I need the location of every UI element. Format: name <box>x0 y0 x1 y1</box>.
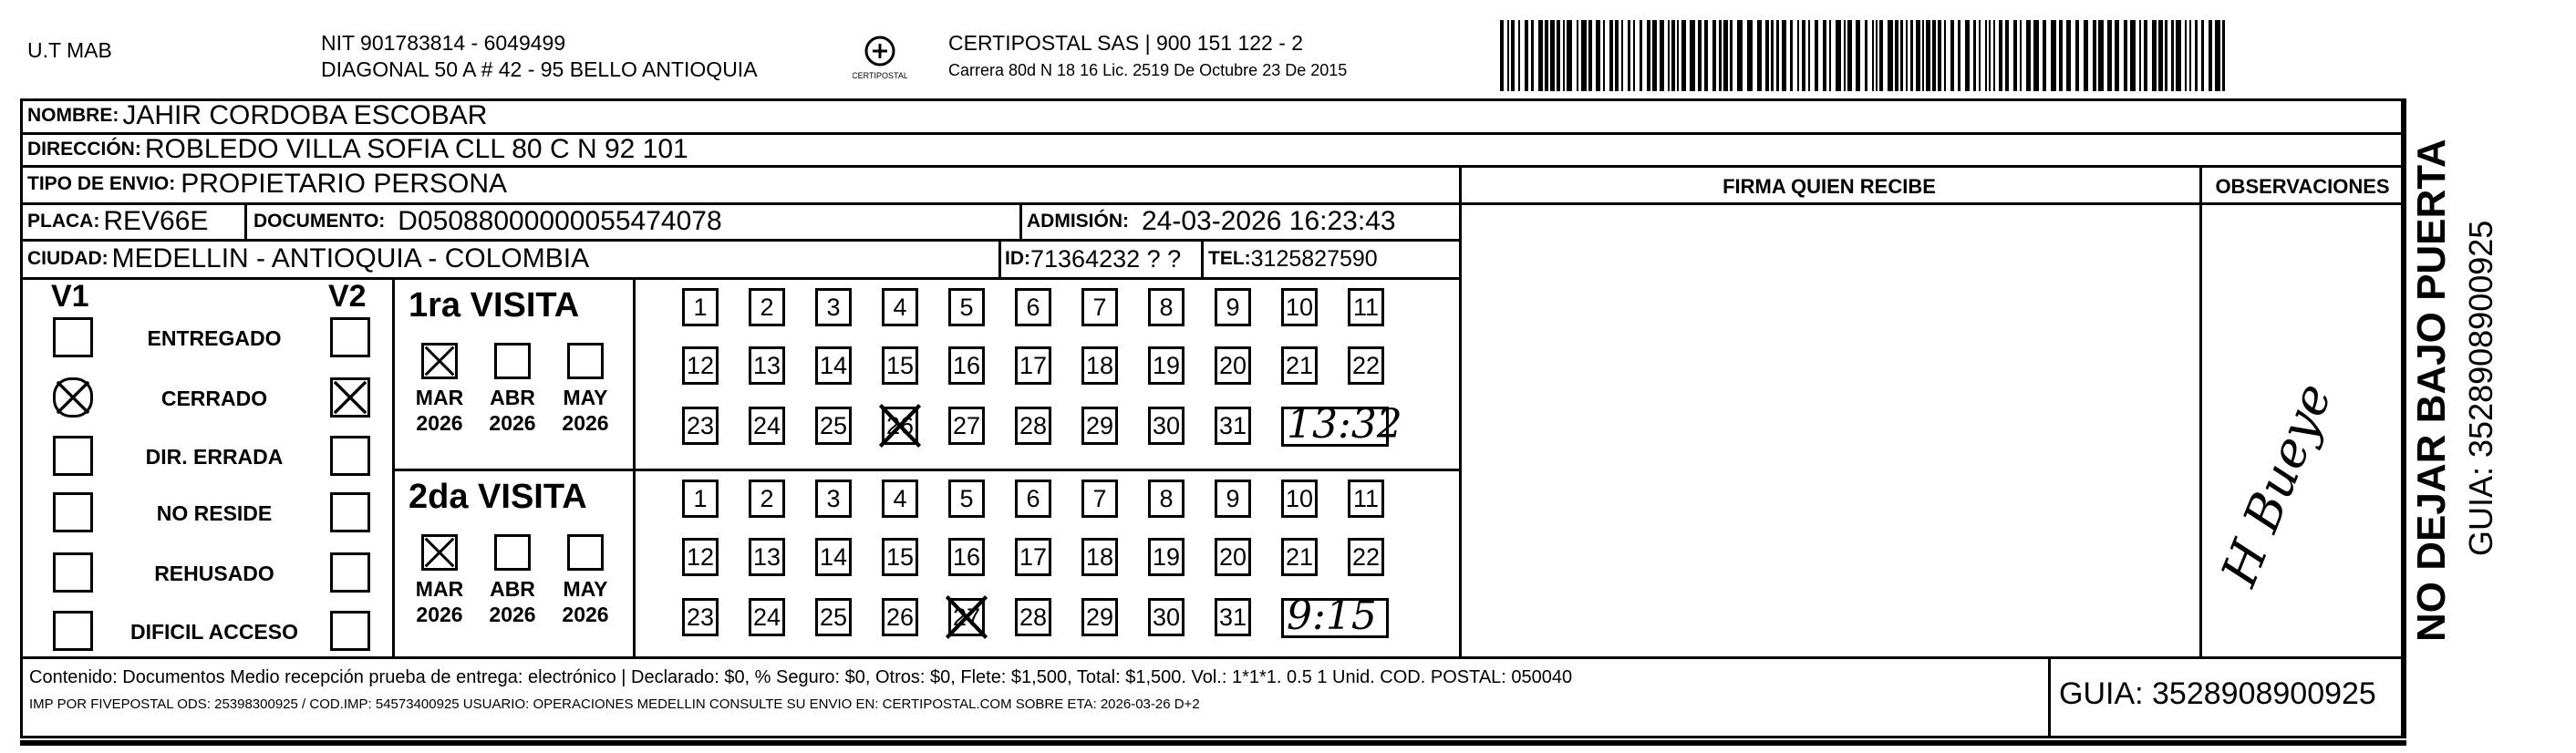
observaciones-signature: H Bueye <box>2209 375 2343 594</box>
barcode-bar <box>2115 20 2119 91</box>
documento-cell <box>253 202 722 241</box>
month-label <box>553 385 618 436</box>
bottom-edge <box>20 740 2406 746</box>
v2-checkbox[interactable] <box>330 377 370 418</box>
barcode-bar <box>2005 20 2009 91</box>
day-box[interactable]: 28 <box>1015 407 1051 445</box>
tipo-label: TIPO DE ENVIO: <box>27 173 176 194</box>
barcode-bar <box>1730 20 1733 91</box>
barcode-bar <box>2171 20 2174 91</box>
documento-label: DOCUMENTO: <box>253 211 386 232</box>
barcode-bar <box>1500 20 1504 91</box>
month-checkbox[interactable] <box>494 534 531 571</box>
logo-icon <box>853 33 907 84</box>
status-option-label: DIFICIL ACCESO <box>129 620 298 644</box>
barcode-bar <box>1782 20 1786 91</box>
month-year: 2026 <box>562 411 609 435</box>
barcode-bar <box>2144 20 2147 91</box>
barcode-bar <box>1999 20 2002 91</box>
day-mark <box>878 403 922 449</box>
barcode-bar <box>2107 20 2112 91</box>
day-mark <box>945 594 988 640</box>
barcode-bar <box>1668 20 1670 91</box>
footer-content: Contenido: Documentos Medio recepción prueba de entrega: electrónico | Declarado: $0, % Seguro: $0, Otros: $0, Flete: $1,500, Total: $1,500. Vol.: 1*1*1. 0.5 1 Unid. COD. POSTAL: 050040 <box>29 667 1573 687</box>
day-box[interactable]: 2 <box>749 288 785 326</box>
day-box[interactable]: 17 <box>1015 346 1051 385</box>
barcode-bar <box>1916 20 1920 91</box>
day-box[interactable]: 26 <box>882 407 918 445</box>
side-frame <box>2404 98 2406 738</box>
barcode-bar <box>2084 20 2088 91</box>
day-box[interactable]: 21 <box>1281 346 1318 385</box>
day-box[interactable]: 4 <box>882 480 918 518</box>
barcode-bar <box>2185 20 2187 91</box>
barcode-bar <box>2093 20 2096 91</box>
barcode-bar <box>1808 20 1810 91</box>
month-year: 2026 <box>562 603 609 626</box>
month-year: 2026 <box>416 411 463 435</box>
barcode-bar <box>1844 20 1846 91</box>
day-box[interactable]: 20 <box>1215 538 1251 576</box>
no-dejar-bajo-puerta: NO DEJAR BAJO PUERTA <box>2409 139 2454 642</box>
month-label <box>480 576 545 627</box>
barcode-bar <box>2158 20 2163 91</box>
month-checkbox[interactable] <box>567 534 604 571</box>
barcode-bar <box>1932 20 1936 91</box>
barcode-bar <box>1888 20 1893 91</box>
barcode-bar <box>1677 20 1679 91</box>
barcode-bar <box>1615 20 1619 91</box>
barcode-bar <box>1719 20 1722 91</box>
ciudad-cell <box>27 239 589 279</box>
day-box[interactable]: 1 <box>682 480 719 518</box>
day-box[interactable]: 12 <box>682 346 719 385</box>
day-box[interactable]: 16 <box>948 538 985 576</box>
visit-title: 1ra VISITA <box>409 286 580 325</box>
day-box[interactable]: 18 <box>1081 346 1118 385</box>
barcode-bar <box>1581 20 1587 91</box>
day-box[interactable]: 25 <box>815 407 852 445</box>
company-name: CERTIPOSTAL SAS | 900 151 122 - 2 <box>948 31 1304 55</box>
day-box[interactable]: 10 <box>1281 480 1318 518</box>
barcode-bar <box>2189 20 2191 91</box>
barcode-bar <box>1567 20 1572 91</box>
barcode-bar <box>1938 20 1941 91</box>
barcode-bar <box>1507 20 1509 91</box>
barcode-bar <box>2124 20 2127 91</box>
barcode-bar <box>1633 20 1635 91</box>
tel-cell <box>1208 239 1378 279</box>
barcode-bar <box>1621 20 1623 91</box>
firma-header: FIRMA QUIEN RECIBE <box>1723 175 1936 198</box>
visit-title: 2da VISITA <box>409 478 587 516</box>
barcode-bar <box>1865 20 1867 91</box>
direccion-value: ROBLEDO VILLA SOFIA CLL 80 C N 92 101 <box>144 134 688 164</box>
status-option-label: REHUSADO <box>154 562 274 585</box>
barcode-bar <box>2176 20 2181 91</box>
v2-checkbox[interactable] <box>330 611 370 651</box>
visit-time: 13:32 <box>1287 401 1402 448</box>
nit-text: NIT 901783814 - 6049499 <box>321 31 566 55</box>
barcode-bar <box>1790 20 1793 91</box>
barcode-bar <box>1545 20 1548 91</box>
month-checkbox[interactable] <box>421 343 458 379</box>
day-box[interactable]: 2 <box>749 480 785 518</box>
admision-value: 24-03-2026 16:23:43 <box>1142 206 1396 236</box>
barcode-bar <box>1609 20 1613 91</box>
v1-checkbox[interactable] <box>53 436 93 476</box>
barcode-bar <box>1906 20 1908 91</box>
barcode-bar <box>2020 20 2022 91</box>
barcode-bar <box>2075 20 2079 91</box>
day-box[interactable]: 23 <box>682 598 719 636</box>
day-box[interactable]: 13 <box>749 538 785 576</box>
barcode-bar <box>1926 20 1930 91</box>
barcode-bar <box>1681 20 1686 91</box>
status-option-label: CERRADO <box>160 387 268 410</box>
day-box[interactable]: 3 <box>815 480 852 518</box>
day-box[interactable]: 30 <box>1148 598 1185 636</box>
barcode-bar <box>1603 20 1605 91</box>
ut-label: U.T MAB <box>27 38 112 62</box>
v1-checkbox[interactable] <box>53 377 93 418</box>
barcode-bar <box>1698 20 1702 91</box>
day-box[interactable]: 24 <box>749 598 785 636</box>
status-option-label: DIR. ERRADA <box>145 445 284 469</box>
barcode-bar <box>1660 20 1664 91</box>
month-label <box>407 576 472 627</box>
day-box[interactable]: 6 <box>1015 480 1051 518</box>
barcode-bar <box>2130 20 2136 91</box>
day-box[interactable]: 27 <box>948 598 985 636</box>
barcode-bar <box>1944 20 1946 91</box>
direccion-row <box>27 132 688 167</box>
day-box[interactable]: 26 <box>882 598 918 636</box>
barcode-bar <box>1776 20 1779 91</box>
month-label <box>407 385 472 436</box>
barcode-bar <box>1950 20 1954 91</box>
documento-value: D05088000000055474078 <box>398 206 722 236</box>
day-box[interactable]: 1 <box>682 288 719 326</box>
month-label <box>553 576 618 627</box>
barcode-bar <box>2066 20 2071 91</box>
direccion-label: DIRECCIÓN: <box>27 139 141 160</box>
barcode-bar <box>1979 20 1981 91</box>
day-box[interactable]: 10 <box>1281 288 1318 326</box>
barcode-bar <box>1550 20 1555 91</box>
barcode-bar <box>1815 20 1818 91</box>
day-box[interactable]: 17 <box>1015 538 1051 576</box>
day-box[interactable]: 7 <box>1081 288 1118 326</box>
placa-label: PLACA: <box>27 211 100 232</box>
barcode-bar <box>1563 20 1565 91</box>
barcode-bar <box>1647 20 1650 91</box>
v2-checkbox[interactable] <box>330 552 370 593</box>
barcode-bar <box>2033 20 2039 91</box>
barcode-bar <box>2152 20 2157 91</box>
day-box[interactable]: 22 <box>1348 346 1384 385</box>
certipostal-logo <box>853 33 907 84</box>
month-name: MAR <box>415 386 464 409</box>
day-box[interactable]: 20 <box>1215 346 1251 385</box>
day-box[interactable]: 19 <box>1148 346 1185 385</box>
admision-cell <box>1027 202 1396 241</box>
barcode-bar <box>2195 20 2198 91</box>
day-box[interactable]: 5 <box>948 288 985 326</box>
day-box[interactable]: 21 <box>1281 538 1318 576</box>
day-box[interactable]: 19 <box>1148 538 1185 576</box>
v2-checkbox[interactable] <box>330 492 370 532</box>
month-name: MAY <box>563 577 608 601</box>
barcode-bar <box>1797 20 1799 91</box>
day-box[interactable]: 11 <box>1348 480 1384 518</box>
month-checkbox[interactable] <box>494 343 531 379</box>
side-guia: GUIA: 3528908900925 <box>2462 220 2499 556</box>
barcode-bar <box>1640 20 1642 91</box>
id-cell <box>1005 239 1181 279</box>
barcode-bar <box>1922 20 1924 91</box>
v1-checkbox[interactable] <box>53 611 93 651</box>
month-checkbox[interactable] <box>421 534 458 571</box>
barcode-bar <box>1856 20 1860 91</box>
footer-print-info: IMP POR FIVEPOSTAL ODS: 25398300925 / COD.IMP: 54573400925 USUARIO: OPERACIONES MEDELLIN CONSULTE SU ENVIO EN: CERTIPOSTAL.COM SOBRE ETA: 2026-03-26 D+2 <box>29 696 1200 712</box>
barcode-bar <box>2059 20 2063 91</box>
day-box[interactable]: 15 <box>882 346 918 385</box>
barcode-bar <box>1879 20 1883 91</box>
barcode-bar <box>1847 20 1852 91</box>
month-name: MAY <box>563 386 608 409</box>
barcode-bar <box>2098 20 2104 91</box>
day-box[interactable]: 31 <box>1215 598 1251 636</box>
status-option-label: ENTREGADO <box>147 326 282 350</box>
barcode-bar <box>2051 20 2056 91</box>
nombre-value: JAHIR CORDOBA ESCOBAR <box>122 100 488 130</box>
day-box[interactable]: 3 <box>815 288 852 326</box>
day-box[interactable]: 29 <box>1081 598 1118 636</box>
placa-value: REV66E <box>103 206 209 236</box>
barcode-bar <box>1577 20 1578 91</box>
day-box[interactable]: 18 <box>1081 538 1118 576</box>
month-checkbox[interactable] <box>567 343 604 379</box>
barcode-bar <box>1895 20 1898 91</box>
status-option-label: NO RESIDE <box>156 501 273 525</box>
barcode-bar <box>1836 20 1841 91</box>
day-box[interactable]: 14 <box>815 346 852 385</box>
barcode-bar <box>1802 20 1805 91</box>
barcode-bar <box>1628 20 1630 91</box>
barcode-bar <box>1747 20 1753 91</box>
day-box[interactable]: 11 <box>1348 288 1384 326</box>
day-box[interactable]: 4 <box>882 288 918 326</box>
barcode-bar <box>2222 20 2225 91</box>
barcode-bar <box>1973 20 1976 91</box>
v2-checkbox[interactable] <box>330 436 370 476</box>
barcode-bar <box>2201 20 2204 91</box>
barcode-bar <box>1518 20 1520 91</box>
barcode-bar <box>2043 20 2046 91</box>
v1-label: V1 <box>51 279 89 314</box>
barcode-bar <box>1737 20 1743 91</box>
day-box[interactable]: 13 <box>749 346 785 385</box>
company-address: Carrera 80d N 18 16 Lic. 2519 De Octubre 23 De 2015 <box>948 61 1348 79</box>
barcode-bar <box>1690 20 1695 91</box>
barcode-bar <box>2215 20 2220 91</box>
barcode-bar <box>1965 20 1970 91</box>
day-box[interactable]: 12 <box>682 538 719 576</box>
barcode-bar <box>1993 20 1995 91</box>
barcode-bar <box>1765 20 1769 91</box>
barcode-bar <box>1538 20 1543 91</box>
barcode-bar <box>1985 20 1987 91</box>
day-box[interactable]: 30 <box>1148 407 1185 445</box>
placa-cell <box>27 202 208 241</box>
day-box[interactable]: 9 <box>1215 480 1251 518</box>
barcode-bar <box>1531 20 1534 91</box>
admision-label: ADMISIÓN: <box>1027 211 1129 232</box>
v2-checkbox[interactable] <box>330 317 370 357</box>
day-box[interactable]: 6 <box>1015 288 1051 326</box>
day-box[interactable]: 7 <box>1081 480 1118 518</box>
day-box[interactable]: 31 <box>1215 407 1251 445</box>
tipo-row <box>27 165 507 203</box>
barcode-bar <box>1557 20 1560 91</box>
nombre-row <box>27 98 487 134</box>
tipo-value: PROPIETARIO PERSONA <box>181 169 508 199</box>
barcode-bar <box>1671 20 1675 91</box>
tel-value: 3125827590 <box>1250 245 1378 272</box>
day-box[interactable]: 8 <box>1148 288 1185 326</box>
month-year: 2026 <box>416 603 463 626</box>
day-box[interactable]: 16 <box>948 346 985 385</box>
barcode-bar <box>1872 20 1874 91</box>
barcode-bar <box>1823 20 1826 91</box>
barcode-bar <box>1723 20 1728 91</box>
day-box[interactable]: 8 <box>1148 480 1185 518</box>
v2-label: V2 <box>328 279 367 314</box>
id-value: 71364232 ? ? <box>1030 244 1182 273</box>
v1-checkbox[interactable] <box>53 552 93 593</box>
visit-time: 9:15 <box>1287 593 1377 639</box>
month-name: MAR <box>415 577 464 601</box>
barcode-bar <box>1712 20 1716 91</box>
barcode-bar <box>1829 20 1831 91</box>
barcode-bar <box>1588 20 1592 91</box>
id-label: ID: <box>1005 248 1030 269</box>
barcode-bar <box>1511 20 1515 91</box>
barcode-bar <box>1876 20 1878 91</box>
footer-guia: GUIA: 3528908900925 <box>2059 676 2376 711</box>
barcode-bar <box>1757 20 1762 91</box>
month-year: 2026 <box>489 411 536 435</box>
sender-address: DIAGONAL 50 A # 42 - 95 BELLO ANTIOQUIA <box>321 57 758 81</box>
day-box[interactable]: 9 <box>1215 288 1251 326</box>
day-box[interactable]: 14 <box>815 538 852 576</box>
day-box[interactable]: 27 <box>948 407 985 445</box>
barcode-bar <box>1900 20 1903 91</box>
v1-checkbox[interactable] <box>53 317 93 357</box>
day-box[interactable]: 25 <box>815 598 852 636</box>
barcode-bar <box>1652 20 1657 91</box>
month-name: ABR <box>490 386 535 409</box>
barcode-bar <box>2165 20 2167 91</box>
day-box[interactable]: 15 <box>882 538 918 576</box>
barcode <box>1500 20 2229 91</box>
logo-text: CERTIPOSTAL <box>853 71 907 80</box>
barcode-bar <box>2013 20 2017 91</box>
month-label <box>480 385 545 436</box>
day-box[interactable]: 24 <box>749 407 785 445</box>
barcode-bar <box>1989 20 1991 91</box>
barcode-bar <box>1771 20 1774 91</box>
tel-label: TEL: <box>1208 248 1251 269</box>
barcode-bar <box>1596 20 1600 91</box>
day-box[interactable]: 5 <box>948 480 985 518</box>
nombre-label: NOMBRE: <box>27 105 119 126</box>
barcode-bar <box>1704 20 1708 91</box>
day-box[interactable]: 23 <box>682 407 719 445</box>
day-box[interactable]: 28 <box>1015 598 1051 636</box>
observaciones-header: OBSERVACIONES <box>2215 175 2390 198</box>
barcode-bar <box>1958 20 1960 91</box>
month-name: ABR <box>490 577 535 601</box>
ciudad-label: CIUDAD: <box>27 248 109 269</box>
barcode-bar <box>2209 20 2212 91</box>
barcode-bar <box>1525 20 1528 91</box>
barcode-bar <box>2139 20 2141 91</box>
barcode-bar <box>1910 20 1913 91</box>
ciudad-value: MEDELLIN - ANTIOQUIA - COLOMBIA <box>111 243 590 273</box>
day-box[interactable]: 29 <box>1081 407 1118 445</box>
barcode-bar <box>2026 20 2031 91</box>
day-box[interactable]: 22 <box>1348 538 1384 576</box>
v1-checkbox[interactable] <box>53 492 93 532</box>
month-year: 2026 <box>489 603 536 626</box>
